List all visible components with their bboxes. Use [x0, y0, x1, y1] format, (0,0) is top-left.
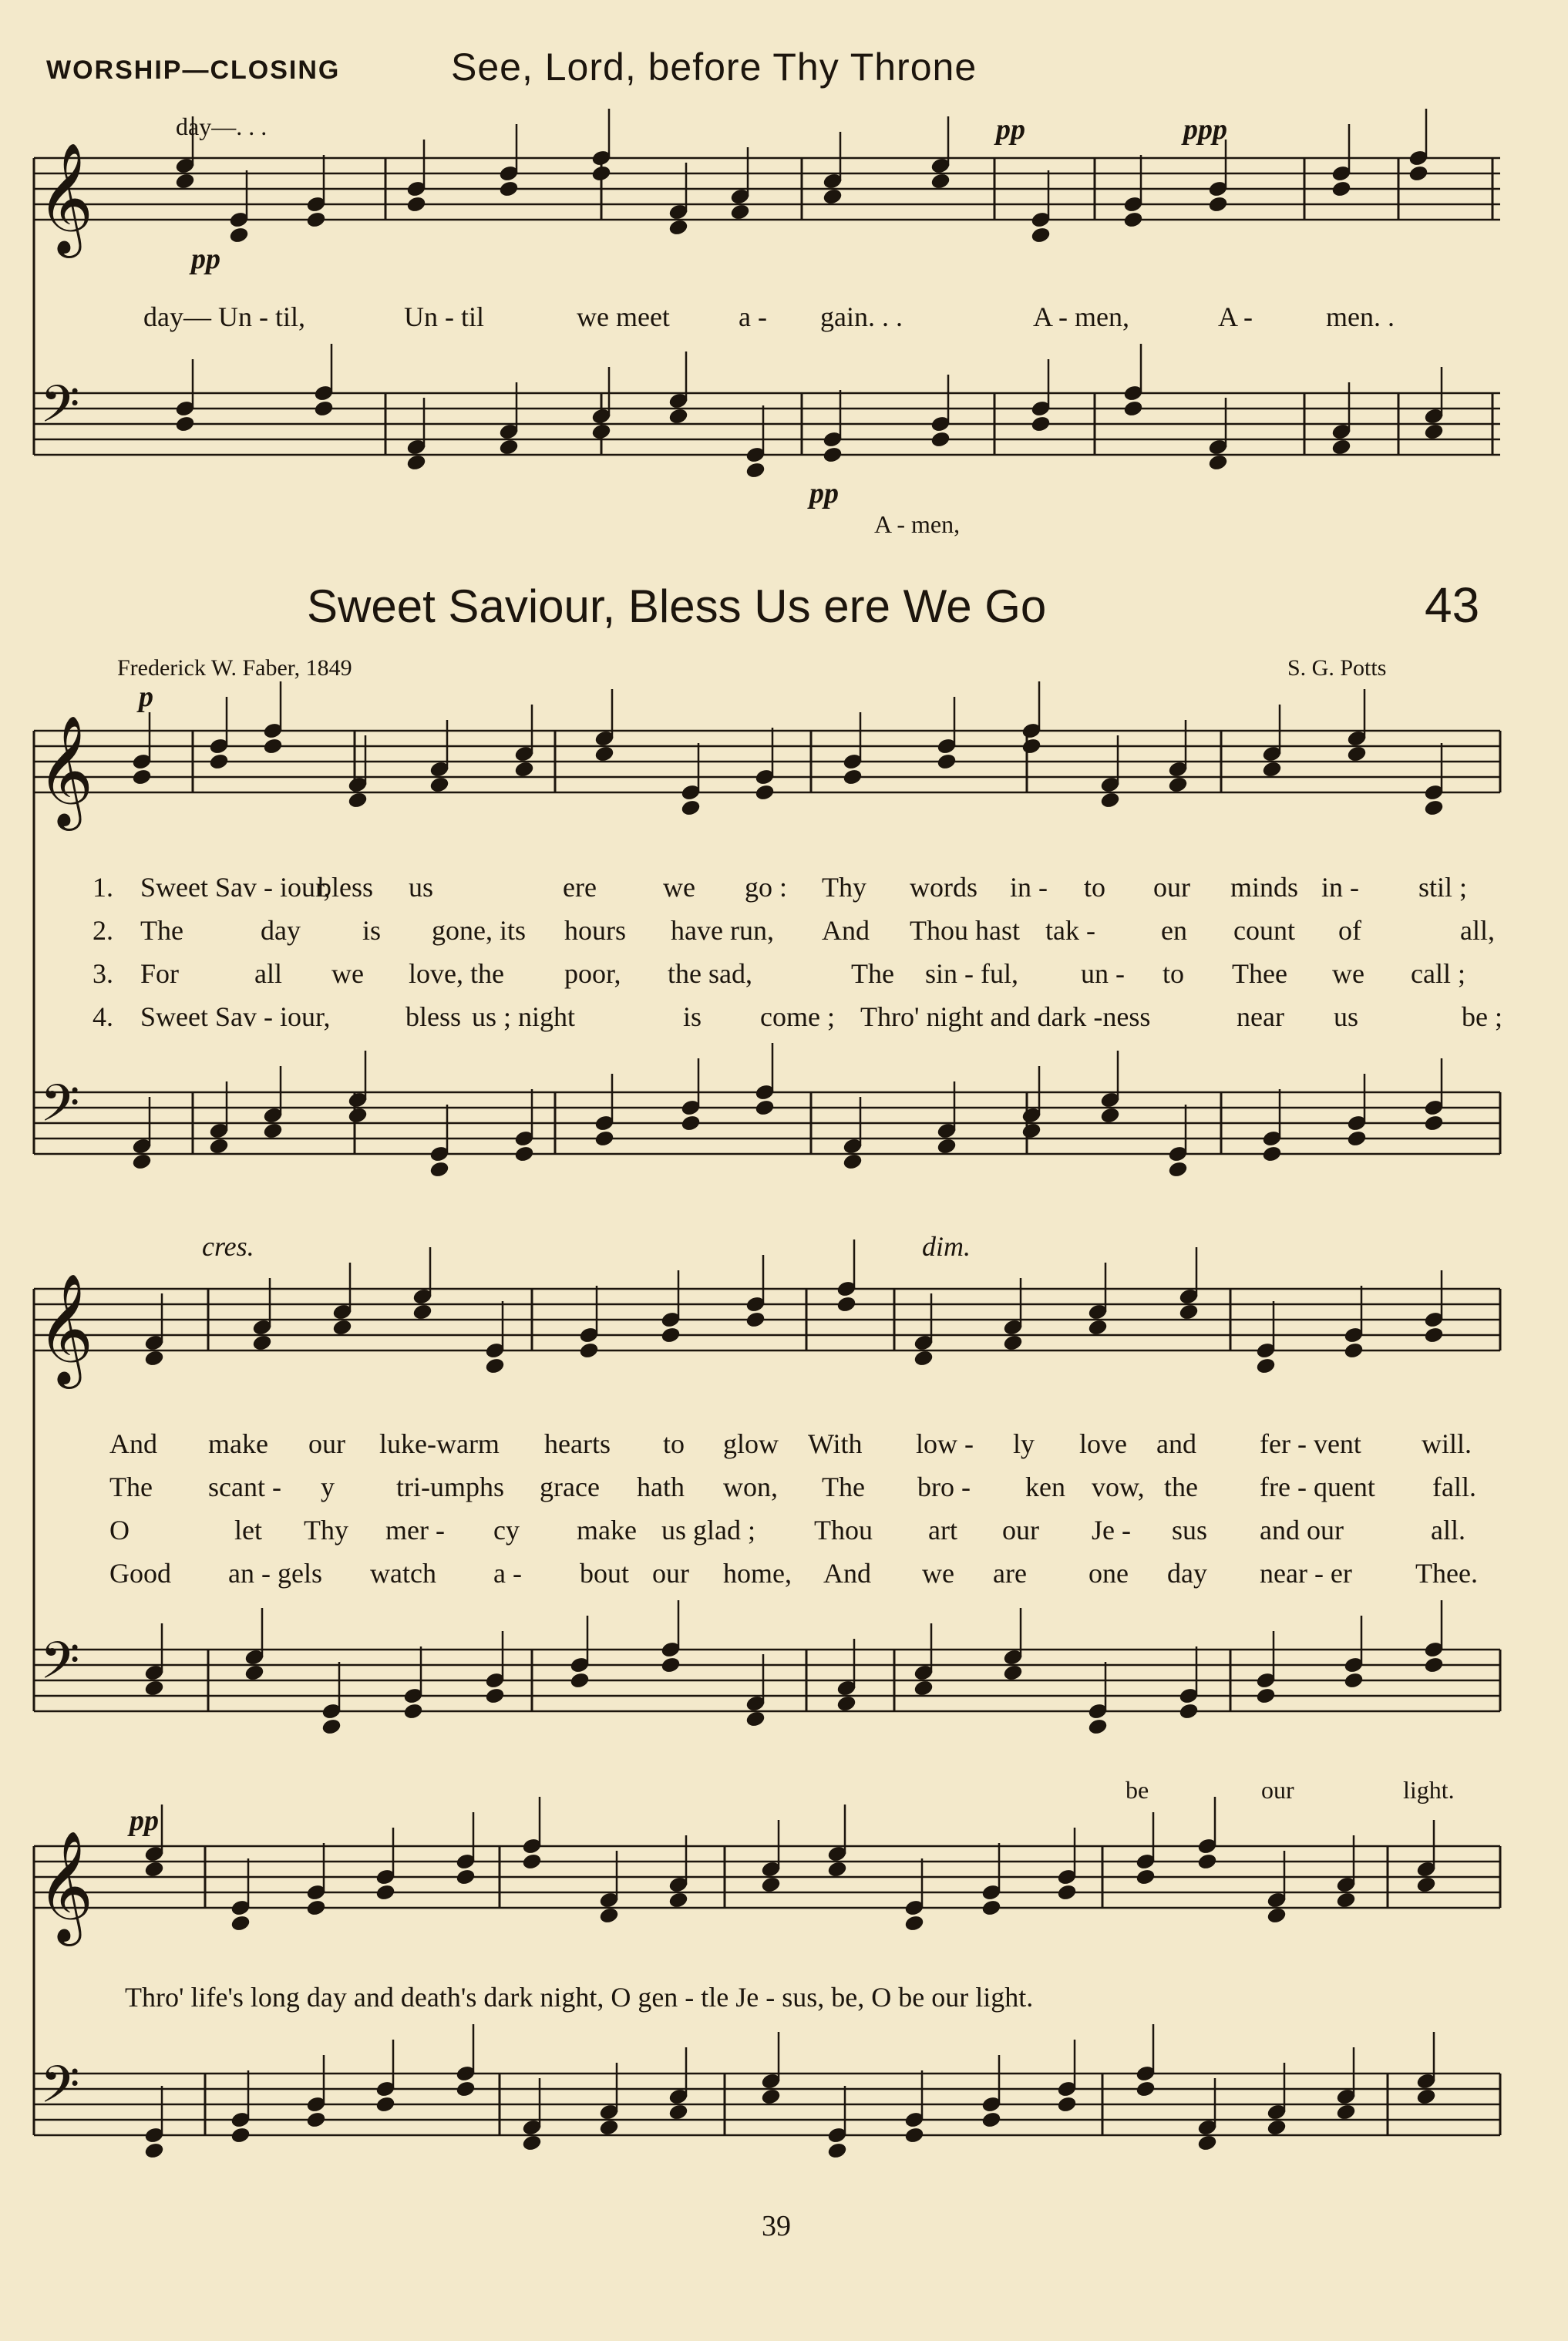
verse-word: Thou	[814, 1515, 873, 1546]
verse-word: bless	[318, 872, 373, 903]
svg-text:𝄞: 𝄞	[37, 1273, 94, 1384]
verse-word: bless	[405, 1001, 461, 1032]
svg-text:𝄢: 𝄢	[40, 1631, 80, 1703]
verse-word: Thee.	[1415, 1558, 1478, 1589]
verse-word: an - gels	[228, 1558, 322, 1589]
verse-word: us glad ;	[661, 1515, 755, 1546]
system3-above: light.	[1403, 1776, 1455, 1804]
verse-word: For	[140, 958, 180, 989]
verse-word: sus	[1172, 1515, 1208, 1546]
verse-word: us	[1334, 1001, 1359, 1032]
verse-word: tak -	[1045, 915, 1095, 946]
verse-word: low -	[916, 1428, 974, 1459]
verse-word: let	[234, 1515, 262, 1546]
verse-word: is	[362, 915, 382, 946]
verse-word: all	[254, 958, 282, 989]
verse-word: Thou hast	[910, 915, 1020, 946]
top-upper-word: day—. . .	[176, 113, 268, 140]
expression-dim: dim.	[922, 1231, 971, 1262]
hymn-composer: S. G. Potts	[1287, 655, 1387, 681]
verse-word: Sweet Sav - iour,	[140, 1001, 331, 1032]
top-lyric: we meet	[577, 301, 670, 332]
svg-text:𝄢: 𝄢	[40, 2055, 80, 2127]
verse-word: we	[331, 958, 364, 989]
verse-word: mer -	[385, 1515, 445, 1546]
verse-word: will.	[1422, 1428, 1472, 1459]
verse-word: y	[321, 1472, 335, 1502]
verse-word: art	[928, 1515, 957, 1546]
verse-word: of	[1338, 915, 1361, 946]
verse-word: go :	[745, 872, 788, 903]
verse-word: and	[1156, 1428, 1196, 1459]
dynamic-pp-lower: pp	[191, 243, 220, 275]
verse-word: be ;	[1462, 1001, 1502, 1032]
verse-word: love, the	[409, 958, 504, 989]
verse-word: cy	[493, 1515, 520, 1546]
verse-word: And	[822, 915, 870, 946]
verse-word: hearts	[544, 1428, 611, 1459]
verse-word: love	[1079, 1428, 1127, 1459]
verse-word: The	[822, 1472, 865, 1502]
verse-word: The	[140, 915, 183, 946]
verse-word: sin - ful,	[925, 958, 1018, 989]
verse-word: is	[683, 1001, 702, 1032]
verse-word: hours	[564, 915, 626, 946]
verse-word: and our	[1260, 1515, 1344, 1546]
verse-word: fall.	[1432, 1472, 1476, 1502]
top-lyric: A -	[1218, 301, 1253, 332]
verse-word: grace	[540, 1472, 600, 1502]
verse-word: won,	[723, 1472, 778, 1502]
verse-word: day	[1167, 1558, 1207, 1589]
verse-word: minds	[1230, 872, 1299, 903]
top-lyric: Un - til	[404, 301, 484, 332]
top-bass-lyric: A - men,	[874, 510, 961, 538]
system3-lyric: Thro' life's long day and death's dark night, O gen - tle Je - sus, be, O be our light.	[125, 1982, 1034, 2013]
dynamic-p: p	[139, 681, 153, 713]
verse-word: to	[1084, 872, 1106, 903]
top-lyric: A - men,	[1033, 301, 1129, 332]
verse-word: Good	[109, 1558, 171, 1589]
verse-word: Thy	[304, 1515, 348, 1546]
verse-word: vow,	[1092, 1472, 1145, 1502]
top-lyric: men. .	[1326, 301, 1395, 332]
verse-word: we	[663, 872, 695, 903]
verse-word: home,	[723, 1558, 792, 1589]
verse-word: Thee	[1232, 958, 1287, 989]
verse-word: the	[1164, 1472, 1198, 1502]
dynamic-pp: pp	[130, 1805, 159, 1837]
system3-above: our	[1261, 1776, 1294, 1804]
verse-word: hath	[637, 1472, 685, 1502]
verse-word: fre - quent	[1260, 1472, 1375, 1502]
verse-word: in -	[1321, 872, 1359, 903]
system3-above: be	[1126, 1776, 1149, 1804]
top-hymn-title: See, Lord, before Thy Throne	[451, 45, 977, 89]
verse-word: our	[1153, 872, 1190, 903]
verse-word: ly	[1013, 1428, 1035, 1459]
verse-word: our	[1002, 1515, 1039, 1546]
verse-word: come ;	[760, 1001, 835, 1032]
verse-word: we	[1332, 958, 1364, 989]
verse-word: ken	[1025, 1472, 1065, 1502]
verse-word: poor,	[564, 958, 621, 989]
page-number: 39	[762, 2210, 791, 2242]
verse-word: O	[109, 1515, 130, 1546]
svg-text:𝄢: 𝄢	[40, 1074, 80, 1145]
verse-word: near - er	[1260, 1558, 1352, 1589]
verse-word: one	[1089, 1558, 1129, 1589]
verse-word: un -	[1081, 958, 1125, 989]
section-label: WORSHIP—CLOSING	[46, 55, 341, 85]
verse-word: 4.	[93, 1001, 113, 1032]
dynamic-ppp-top: ppp	[1183, 113, 1227, 146]
svg-text:𝄞: 𝄞	[37, 715, 94, 826]
verse-word: glow	[723, 1428, 779, 1459]
verse-word: us	[409, 872, 434, 903]
verse-word: to	[663, 1428, 685, 1459]
verse-word: Je -	[1092, 1515, 1131, 1546]
verse-word: luke-warm	[379, 1428, 500, 1459]
expression-cres: cres.	[202, 1231, 254, 1262]
verse-word: tri-umphs	[396, 1472, 504, 1502]
verse-word: our	[308, 1428, 345, 1459]
verse-word: words	[910, 872, 977, 903]
verse-word: a -	[493, 1558, 522, 1589]
verse-word: in -	[1010, 872, 1048, 903]
verse-word: gone, its	[432, 915, 526, 946]
verse-word: 3.	[93, 958, 113, 989]
top-lyric: a -	[739, 301, 767, 332]
verse-word: the sad,	[668, 958, 752, 989]
verse-word: 2.	[93, 915, 113, 946]
hymn-title: Sweet Saviour, Bless Us ere We Go	[307, 580, 1047, 632]
top-lyric: gain. . .	[820, 301, 903, 332]
verse-word: bout	[580, 1558, 630, 1589]
verse-word: And	[109, 1428, 157, 1459]
verse-word: we	[922, 1558, 954, 1589]
verse-word: The	[109, 1472, 153, 1502]
svg-text:𝄞: 𝄞	[37, 143, 94, 254]
verse-word: our	[652, 1558, 689, 1589]
verse-word: all,	[1460, 915, 1495, 946]
verse-word: ere	[563, 872, 597, 903]
verse-word: Thy	[822, 872, 866, 903]
hymn-number: 43	[1425, 577, 1480, 633]
verse-word: watch	[370, 1558, 436, 1589]
dynamic-pp-top: pp	[996, 113, 1025, 146]
verse-word: And	[823, 1558, 871, 1589]
verse-word: bro -	[917, 1472, 971, 1502]
verse-word: make	[208, 1428, 268, 1459]
verse-word: make	[577, 1515, 637, 1546]
verse-word: scant -	[208, 1472, 281, 1502]
verse-word: all.	[1431, 1515, 1465, 1546]
hymn-author: Frederick W. Faber, 1849	[117, 655, 352, 681]
dynamic-pp-bass: pp	[809, 477, 839, 510]
verse-word: Sweet Sav - iour,	[140, 872, 331, 903]
verse-word: stil ;	[1418, 872, 1468, 903]
verse-word: With	[808, 1428, 863, 1459]
verse-word: count	[1233, 915, 1295, 946]
verse-word: us ; night	[472, 1001, 576, 1032]
verse-word: day	[261, 915, 301, 946]
verse-word: fer - vent	[1260, 1428, 1361, 1459]
verse-word: near	[1237, 1001, 1284, 1032]
verse-word: Thro' night and dark -ness	[860, 1001, 1151, 1032]
top-lyric: day— Un - til,	[143, 301, 305, 332]
verse-word: The	[851, 958, 894, 989]
verse-word: have run,	[671, 915, 774, 946]
svg-text:𝄢: 𝄢	[40, 375, 80, 446]
verse-word: to	[1163, 958, 1185, 989]
verse-word: 1.	[93, 872, 113, 903]
verse-word: call ;	[1411, 958, 1465, 989]
verse-word: en	[1161, 915, 1187, 946]
svg-text:𝄞: 𝄞	[37, 1831, 94, 1942]
verse-word: are	[993, 1558, 1027, 1589]
